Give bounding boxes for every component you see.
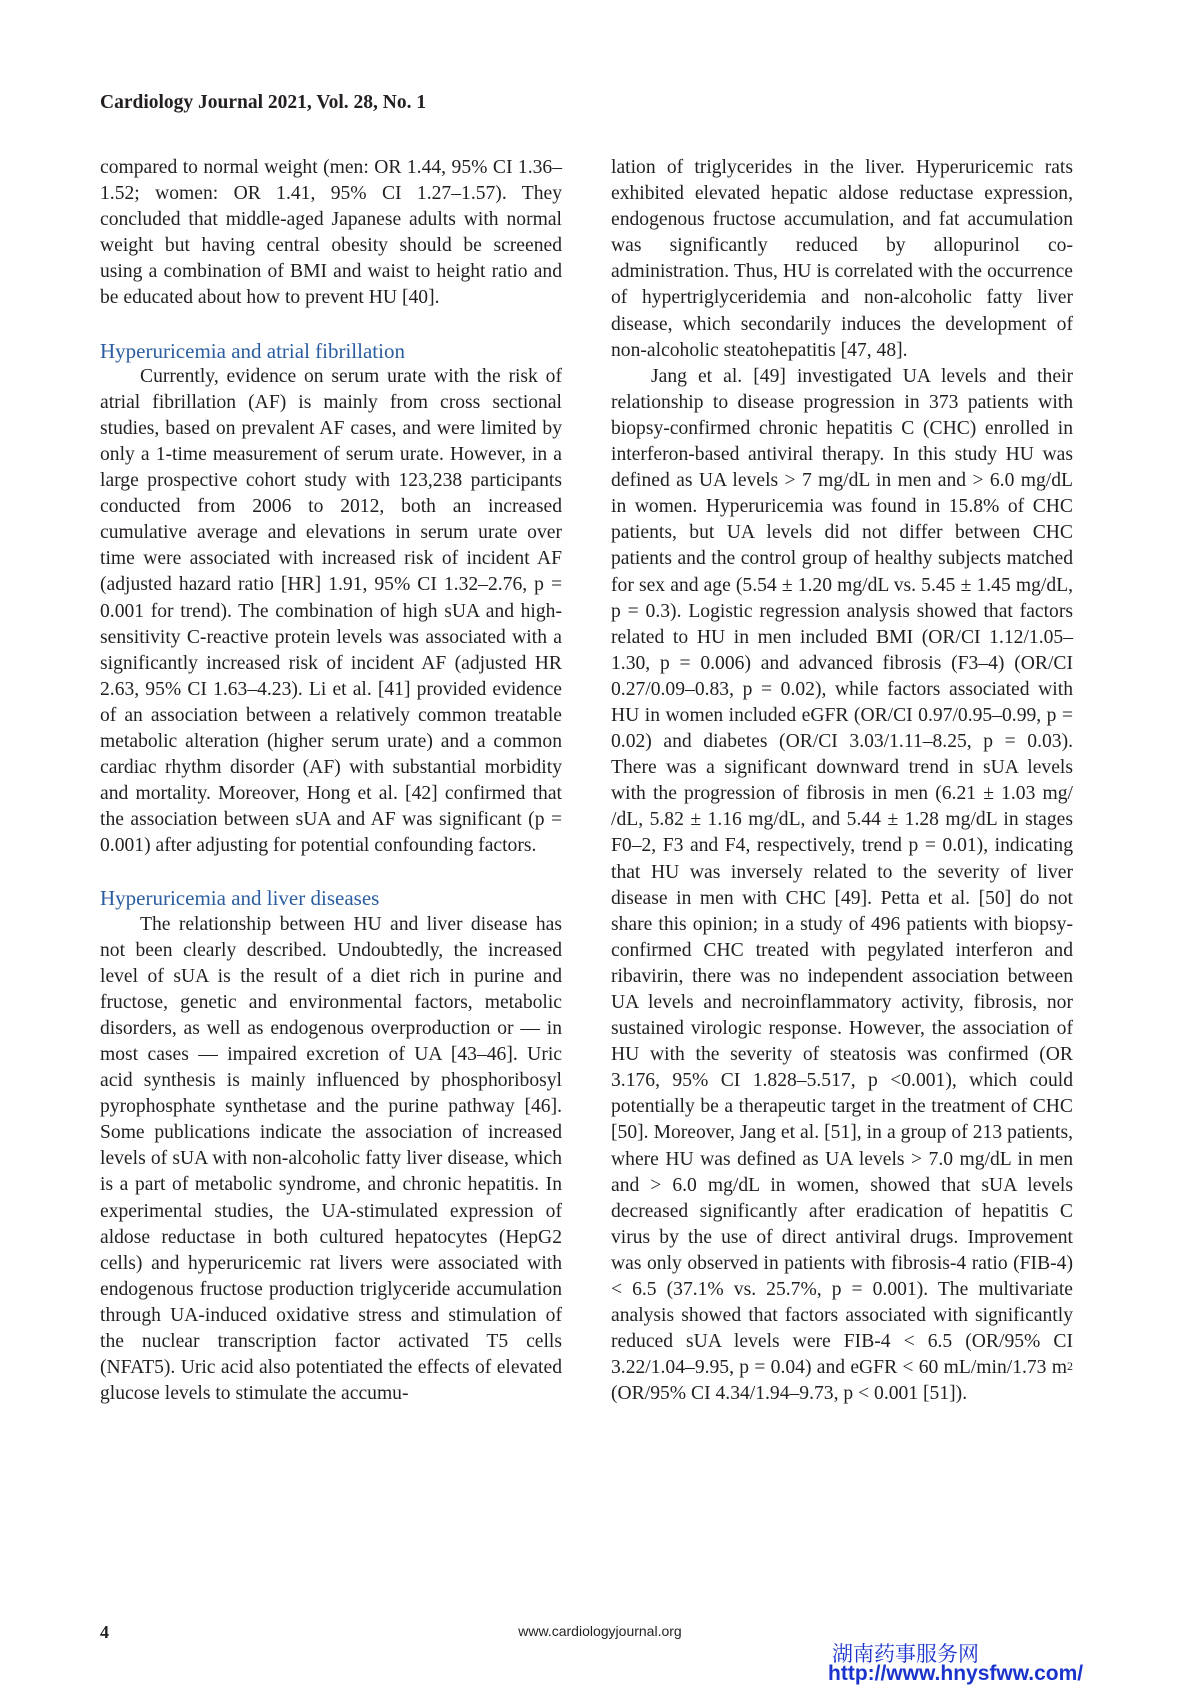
page-number: 4 (100, 1622, 109, 1642)
section-heading-liver-diseases: Hyperuricemia and liver diseases (100, 886, 380, 911)
paragraph: The relationship between HU and liver disease has not been clearly described. Undoubtedly, the increased level of sUA is the result of a diet rich in purine and fructose, genetic and environmental factors, metabolic disorders, as well as endogenous overproduction or — in most cases — impaired excretion of UA [43–46]. Uric acid synthesis is mainly influenced by phosphoribosyl pyrophosphate synthetase and the purine pathway [46]. Some publications indicate the association of increased levels of sUA with non-alcoholic fatty liver disease, which is a part of metabolic syndrome, and chronic hepatitis. In experimental studies, the UA-stimulated expression of aldose reductase in both cultured hepatocytes (HepG2 cells) and hyperuricemic rat livers were associated with endogenous fructose production triglyceride accumulation through UA-induced oxidative stress and stimulation of the nuclear transcription factor activated T5 cells (NFAT5). Uric acid also potentiated the effects of elevated glucose levels to stimulate the accumu- (100, 913, 562, 1405)
watermark-url: http://www.hnysfww.com/ (828, 1662, 1084, 1685)
journal-url: www.cardiologyjournal.org (518, 1623, 682, 1639)
paragraph: Currently, evidence on serum urate with the risk of atrial fibrillation (AF) is mainly from cross sectional studies, based on prevalent AF cases, and were limited by only a 1-time measurement of serum urate. However, in a large prospective cohort study with 123,238 participants conducted from 2006 to 2012, both an increased cumulative average and elevations in serum urate over time were associated with increased risk of incident AF (adjusted hazard ratio [HR] 1.91, 95% CI 1.32–2.76, p = 0.001 for trend). The combination of high sUA and high-sensitivity C-reactive protein levels was associated with a significantly increased risk of incident AF (adjusted HR 2.63, 95% CI 1.63–4.23). Li et al. [41] provided evidence of an association between a relatively common treatable metabolic alteration (higher serum urate) and a common cardiac rhythm disorder (AF) with substantial morbidity and mortality. Moreover, Hong et al. [42] confirmed that the association between sUA and AF was significant (p = 0.001) after adjusting for potential confounding factors. (100, 365, 562, 857)
left-column (100, 155, 562, 1407)
running-head: Cardiology Journal 2021, Vol. 28, No. 1 (100, 92, 427, 113)
watermark-text: 湖南药事服务网 (832, 1642, 979, 1666)
paragraph: compared to normal weight (men: OR 1.44, 95% CI 1.36–1.52; women: OR 1.41, 95% CI 1.27–1.57). They concluded that middle-aged Japanese adults with normal weight but having central obesity should be screened using a combination of BMI and waist to height ratio and be educated about how to prevent HU [40]. (100, 157, 562, 309)
paragraph: lation of triglycerides in the liver. Hyperuricemic rats exhibited elevated hepatic aldose reductase expression, endogenous fructose accumulation, and fat accumulation was significantly reduced by allopurinol co-administration. Thus, HU is correlated with the occurrence of hypertriglyceridemia and non-alcoholic fatty liver disease, which secondarily induces the development of non-alcoholic steatohepatitis [47, 48]. (611, 157, 1073, 361)
right-column (611, 155, 1073, 1408)
paragraph (611, 364, 1073, 1408)
paragraph-text: Jang et al. [49] investigated UA levels and their relationship to disease progression in 373 patients with biopsy-confirmed chronic hepatitis C (CHC) enrolled in interferon-based antiviral therapy. In this study HU was defined as UA levels > 7 mg/dL in men and > 6.0 mg/dL in women. Hyperuricemia was found in 15.8% of CHC patients, but UA levels did not differ between CHC patients and the control group of healthy subjects matched for sex and age (5.54 ± 1.20 mg/dL vs. 5.45 ± 1.45 mg/dL, p = 0.3). Logistic regression analysis showed that factors related to HU in men included BMI (OR/CI 1.12/1.05–1.30, p = 0.006) and advanced fibrosis (F3–4) (OR/CI 0.27/0.09–0.83, p = 0.02), while factors associated with HU in women included eGFR (OR/CI 0.97/0.95–0.99, p = 0.02) and diabetes (OR/CI 3.03/1.11–8.25, p = 0.03). There was a significant downward trend in sUA levels with the progression of fibrosis in men (6.21 ± 1.03 mg/ /dL, 5.82 ± 1.16 mg/dL, and 5.44 ± 1.28 mg/dL in stages F0–2, F3 and F4, respectively, trend p = 0.01), indicating that HU was inversely related to the severity of liver disease in men with CHC [49]. Petta et al. [50] do not share this opinion; in a study of 496 patients with biopsy-confirmed CHC treated with pegylated interferon and ribavirin, there was no independent association between UA levels and necroinflammatory activity, fibrosis, nor sustained virologic response. However, the association of HU with the severity of steatosis was confirmed (OR 3.176, 95% CI 1.828–5.517, p <0.001), which could potentially be a therapeutic target in the treatment of CHC [50]. Moreover, Jang et al. [51], in a group of 213 patients, where HU was defined as UA levels > 7.0 mg/dL in men and > 6.0 mg/dL in women, showed that sUA levels decreased significantly after eradication of hepatitis C virus by the use of direct antiviral drugs. Improvement was only observed in patients with fibrosis-4 ratio (FIB-4) < 6.5 (37.1% vs. 25.7%, p = 0.001). The multivariate analysis showed that factors associated with significantly reduced sUA levels were FIB-4 < 6.5 (OR/95% CI 3.22/1.04–9.95, p = 0.04) and eGFR < 60 mL/min/1.73 m (611, 365, 1073, 1379)
superscript: 2 (1067, 1359, 1073, 1374)
section-heading-atrial-fibrillation: Hyperuricemia and atrial fibrillation (100, 338, 405, 363)
paragraph-text-end: (OR/95% CI 4.34/1.94–9.73, p < 0.001 [51]). (611, 1383, 968, 1405)
